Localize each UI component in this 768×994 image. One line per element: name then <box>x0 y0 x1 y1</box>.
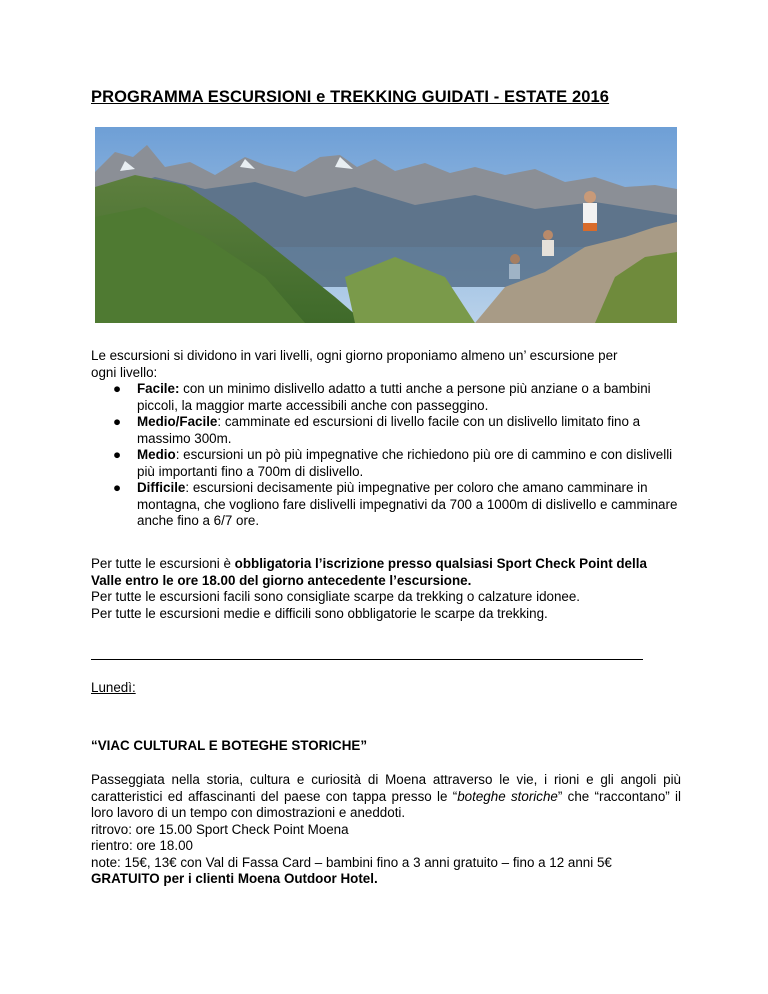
bullet-icon: ● <box>113 381 122 396</box>
description-part-1: Passeggiata nella storia, cultura e curiosità di Moena attraverso le vie, i rioni e gli angoli più caratteristici ed affascinanti del paese con tappa presso le “ <box>91 772 681 804</box>
registration-notice <box>91 556 681 589</box>
level-description: : camminate ed escursioni di livello facile con un dislivello limitato fino a massimo 300m. <box>137 414 641 446</box>
level-item-difficile <box>91 480 681 530</box>
day-heading: Lunedì: <box>91 680 136 695</box>
level-item-facile <box>91 381 681 414</box>
easy-shoes-note: Per tutte le escursioni facili sono consigliate scarpe da trekking o calzature idonee. <box>91 589 581 604</box>
registration-bold: obbligatoria l’iscrizione presso qualsiasi Sport Check Point della Valle entro le ore 18.00 del giorno antecedente l’escursione. <box>91 556 647 588</box>
registration-section <box>91 556 681 622</box>
excursion-description <box>91 772 681 822</box>
excursion-title: “VIAC CULTURAL E BOTEGHE STORICHE” <box>91 738 368 753</box>
level-name: Difficile <box>137 480 186 495</box>
document-title: PROGRAMMA ESCURSIONI e TREKKING GUIDATI - ESTATE 2016 <box>91 88 610 106</box>
level-description: : escursioni un pò più impegnative che richiedono più ore di cammino e con dislivelli più importanti fino a 700m di dislivello. <box>137 447 673 479</box>
bullet-icon: ● <box>113 480 122 495</box>
hard-shoes-note: Per tutte le escursioni medie e difficili sono obbligatorie le scarpe da trekking. <box>91 605 548 621</box>
separator-line <box>91 659 643 660</box>
registration-prefix: Per tutte le escursioni è <box>91 556 235 571</box>
return-time: rientro: ore 18.00 <box>91 838 193 853</box>
intro-section <box>91 348 681 530</box>
level-name: Medio/Facile <box>137 414 218 429</box>
level-description: : escursioni decisamente più impegnative per coloro che amano camminare in montagna, che vogliono fare dislivelli impegnativi da 700 a 1000m di dislivello e camminare anche fino a 6/7 ore. <box>137 480 678 528</box>
bullet-icon: ● <box>113 414 122 429</box>
level-item-medio-facile <box>91 414 681 447</box>
intro-line-1: Le escursioni si dividono in vari livelli, ogni giorno proponiamo almeno un’ escursione per <box>91 348 618 363</box>
description-part-2: ” che “raccontano” il loro lavoro di un tempo con dimostrazioni e aneddoti. <box>91 788 681 820</box>
mountain-hikers-photo <box>95 127 677 323</box>
meeting-point: ritrovo: ore 15.00 Sport Check Point Moena <box>91 821 349 837</box>
difficulty-levels-list <box>91 381 681 530</box>
price-notes: note: 15€, 13€ con Val di Fassa Card – bambini fino a 3 anni gratuito – fino a 12 anni 5€ <box>91 854 612 870</box>
level-item-medio <box>91 447 681 480</box>
level-name: Medio <box>137 447 176 462</box>
free-for-guests: GRATUITO per i clienti Moena Outdoor Hotel. <box>91 871 378 886</box>
bullet-icon: ● <box>113 447 122 462</box>
level-description: con un minimo dislivello adatto a tutti anche a persone più anziane o a bambini piccoli, la maggior marte accessibili anche con passeggino. <box>137 381 651 413</box>
level-name: Facile: <box>137 381 180 396</box>
excursion-details <box>91 772 681 888</box>
description-italic: boteghe storiche <box>457 788 558 804</box>
intro-line-2: ogni livello: <box>91 364 158 380</box>
